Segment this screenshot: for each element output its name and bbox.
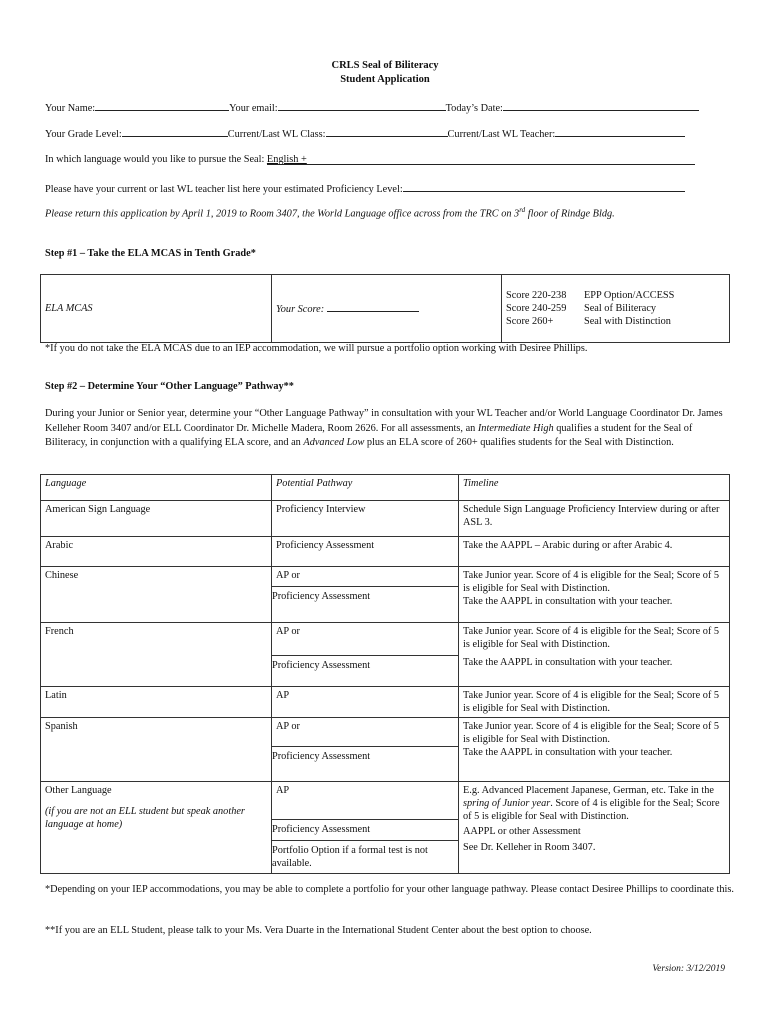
pathway-cell — [272, 782, 459, 874]
score-range-row — [506, 302, 725, 315]
range-text: Score 240-259 — [506, 303, 567, 314]
proficiency-question: Please have your current or last WL teacher list here your estimated Proficiency Level: — [45, 184, 403, 195]
pathway-cell: Proficiency Interview — [272, 501, 459, 537]
timeline-ap — [463, 784, 725, 823]
email-label: Your email: — [229, 103, 278, 114]
step1-heading: Step #1 – Take the ELA MCAS in Tenth Grade* — [45, 248, 256, 259]
document-title: CRLS Seal of Biliteracy — [331, 60, 439, 71]
proficiency-field[interactable] — [403, 181, 685, 192]
pathway-portfolio: Portfolio Option if a formal test is not available. — [272, 840, 458, 870]
timeline-proficiency: Take the AAPPL in consultation with your teacher. — [463, 657, 673, 668]
pathway-proficiency: Proficiency Assessment — [272, 819, 458, 836]
range-text: Score 260+ — [506, 316, 554, 327]
table-row — [41, 718, 730, 782]
document-subtitle: Student Application — [340, 74, 430, 85]
pathway-ap: AP or — [276, 721, 300, 732]
intro-text-2: qualifies a student for the Seal of Biliteracy, in conjunction with a qualifying ELA score, and an — [45, 422, 693, 448]
timeline-proficiency: Take the AAPPL in consultation with your teacher. — [463, 747, 673, 758]
table-row — [41, 687, 730, 718]
timeline-cell — [459, 623, 730, 687]
form-row-4 — [45, 181, 685, 195]
class-label: Current/Last WL Class: — [227, 129, 326, 140]
language-cell — [41, 782, 272, 874]
return-note-sup: rd — [519, 206, 526, 214]
pathway-cell: AP — [272, 687, 459, 718]
pathway-cell — [272, 718, 459, 782]
timeline-cell: Take Junior year. Score of 4 is eligible for the Seal; Score of 5 is eligible for Seal with Distinction. — [459, 687, 730, 718]
range-result: EPP Option/ACCESS — [584, 290, 675, 301]
col-language: Language — [41, 475, 272, 501]
step1-footnote: *If you do not take the ELA MCAS due to an IEP accommodation, we will pursue a portfolio option working with Desiree Phillips. — [45, 343, 588, 354]
form-row-2 — [45, 126, 685, 140]
timeline-ap: Take Junior year. Score of 4 is eligible for the Seal; Score of 5 is eligible for Seal with Distinction. — [463, 570, 720, 594]
ela-score-cell — [272, 275, 502, 343]
score-ranges-cell — [502, 275, 730, 343]
timeline-cell: Take the AAPPL – Arabic during or after Arabic 4. — [459, 537, 730, 567]
grade-field[interactable] — [122, 126, 228, 137]
timeline-cell — [459, 718, 730, 782]
ela-mcas-table — [40, 274, 730, 343]
table-row — [41, 537, 730, 567]
timeline-cell — [459, 782, 730, 874]
date-label: Today’s Date: — [445, 103, 503, 114]
timeline-ap-text-2: . Score of 4 is eligible for the Seal; Score of 5 is eligible for Seal with Distinction. — [463, 798, 720, 822]
intro-italic-2: Advanced Low — [303, 437, 365, 448]
return-note-text: Please return this application by April 1, 2019 to Room 3407, the World Language office across from the TRC on 3 — [45, 208, 520, 220]
teacher-field[interactable] — [555, 126, 685, 137]
range-result: Seal of Biliteracy — [584, 303, 657, 314]
range-result: Seal with Distinction — [584, 316, 671, 327]
language-cell: French — [41, 623, 272, 687]
timeline-ap-italic: spring of Junior year — [463, 798, 551, 809]
iep-footnote: *Depending on your IEP accommodations, you may be able to complete a portfolio for your other language pathway. Please contact Desiree Phillips to coordinate this. — [45, 884, 734, 895]
timeline-ap: Take Junior year. Score of 4 is eligible for the Seal; Score of 5 is eligible for Seal with Distinction. — [463, 721, 720, 745]
timeline-cell: Schedule Sign Language Proficiency Interview during or after ASL 3. — [459, 501, 730, 537]
timeline-ap-text: E.g. Advanced Placement Japanese, German, etc. Take in the — [463, 785, 714, 796]
intro-italic-1: Intermediate High — [477, 422, 554, 434]
ela-test-cell: ELA MCAS — [41, 275, 272, 343]
timeline-portfolio: See Dr. Kelleher in Room 3407. — [463, 842, 596, 853]
teacher-label: Current/Last WL Teacher: — [447, 129, 556, 140]
email-field[interactable] — [278, 100, 446, 111]
language-cell: American Sign Language — [41, 501, 272, 537]
name-label: Your Name: — [45, 103, 96, 114]
pathway-proficiency: Proficiency Assessment — [272, 586, 458, 603]
version-label: Version: 3/12/2019 — [652, 964, 725, 974]
pathway-proficiency: Proficiency Assessment — [272, 746, 458, 763]
score-range-row — [506, 315, 725, 328]
language-cell: Spanish — [41, 718, 272, 782]
form-row-1 — [45, 100, 699, 114]
language-cell: Latin — [41, 687, 272, 718]
form-row-3 — [45, 154, 695, 165]
language-field[interactable] — [267, 154, 695, 165]
timeline-ap: Take Junior year. Score of 4 is eligible for the Seal; Score of 5 is eligible for Seal with Distinction. — [463, 626, 720, 650]
language-question: In which language would you like to pursue the Seal: — [45, 154, 265, 165]
other-language-label: Other Language — [45, 785, 112, 796]
table-row — [41, 567, 730, 623]
timeline-proficiency: Take the AAPPL in consultation with your teacher. — [463, 596, 673, 607]
class-field[interactable] — [326, 126, 448, 137]
grade-label: Your Grade Level: — [45, 129, 122, 140]
table-row — [41, 501, 730, 537]
intro-text: During your Junior or Senior year, determine your “Other Language Pathway” in consultation with your WL Teacher and/or World Language Coordinator Dr. James Kelleher Room 3407 and/or ELL Coordinator Dr. Michelle Madera, Room 2626. For all assessments, an — [45, 408, 723, 434]
pathway-table — [40, 474, 730, 874]
table-row — [41, 623, 730, 687]
timeline-cell — [459, 567, 730, 623]
language-cell: Arabic — [41, 537, 272, 567]
pathway-cell — [272, 623, 459, 687]
col-pathway: Potential Pathway — [272, 475, 459, 501]
table-header-row — [41, 475, 730, 501]
table-row — [41, 782, 730, 874]
range-text: Score 220-238 — [506, 290, 567, 301]
other-language-note: (if you are not an ELL student but speak another language at home) — [45, 806, 245, 830]
pathway-proficiency: Proficiency Assessment — [272, 655, 458, 672]
return-note — [45, 206, 615, 219]
date-field[interactable] — [503, 100, 699, 111]
ell-footnote: **If you are an ELL Student, please talk to your Ms. Vera Duarte in the International Student Center about the best option to choose. — [45, 925, 592, 936]
pathway-ap: AP — [276, 785, 290, 796]
pathway-cell — [272, 567, 459, 623]
language-cell: Chinese — [41, 567, 272, 623]
pathway-ap: AP or — [276, 626, 300, 637]
intro-text-3: plus an ELA score of 260+ qualifies students for the Seal with Distinction. — [364, 437, 674, 448]
score-field[interactable] — [327, 301, 419, 312]
score-range-row — [506, 289, 725, 302]
return-note-end: floor of Rindge Bldg. — [525, 208, 615, 220]
step2-heading: Step #2 – Determine Your “Other Language” Pathway** — [45, 381, 294, 392]
score-label: Your Score: — [276, 304, 325, 315]
pathway-ap: AP or — [276, 570, 300, 581]
name-field[interactable] — [95, 100, 229, 111]
language-prefill: English + — [266, 154, 307, 165]
step2-intro — [45, 407, 735, 451]
pathway-cell: Proficiency Assessment — [272, 537, 459, 567]
timeline-proficiency: AAPPL or other Assessment — [463, 826, 581, 837]
col-timeline: Timeline — [459, 475, 730, 501]
